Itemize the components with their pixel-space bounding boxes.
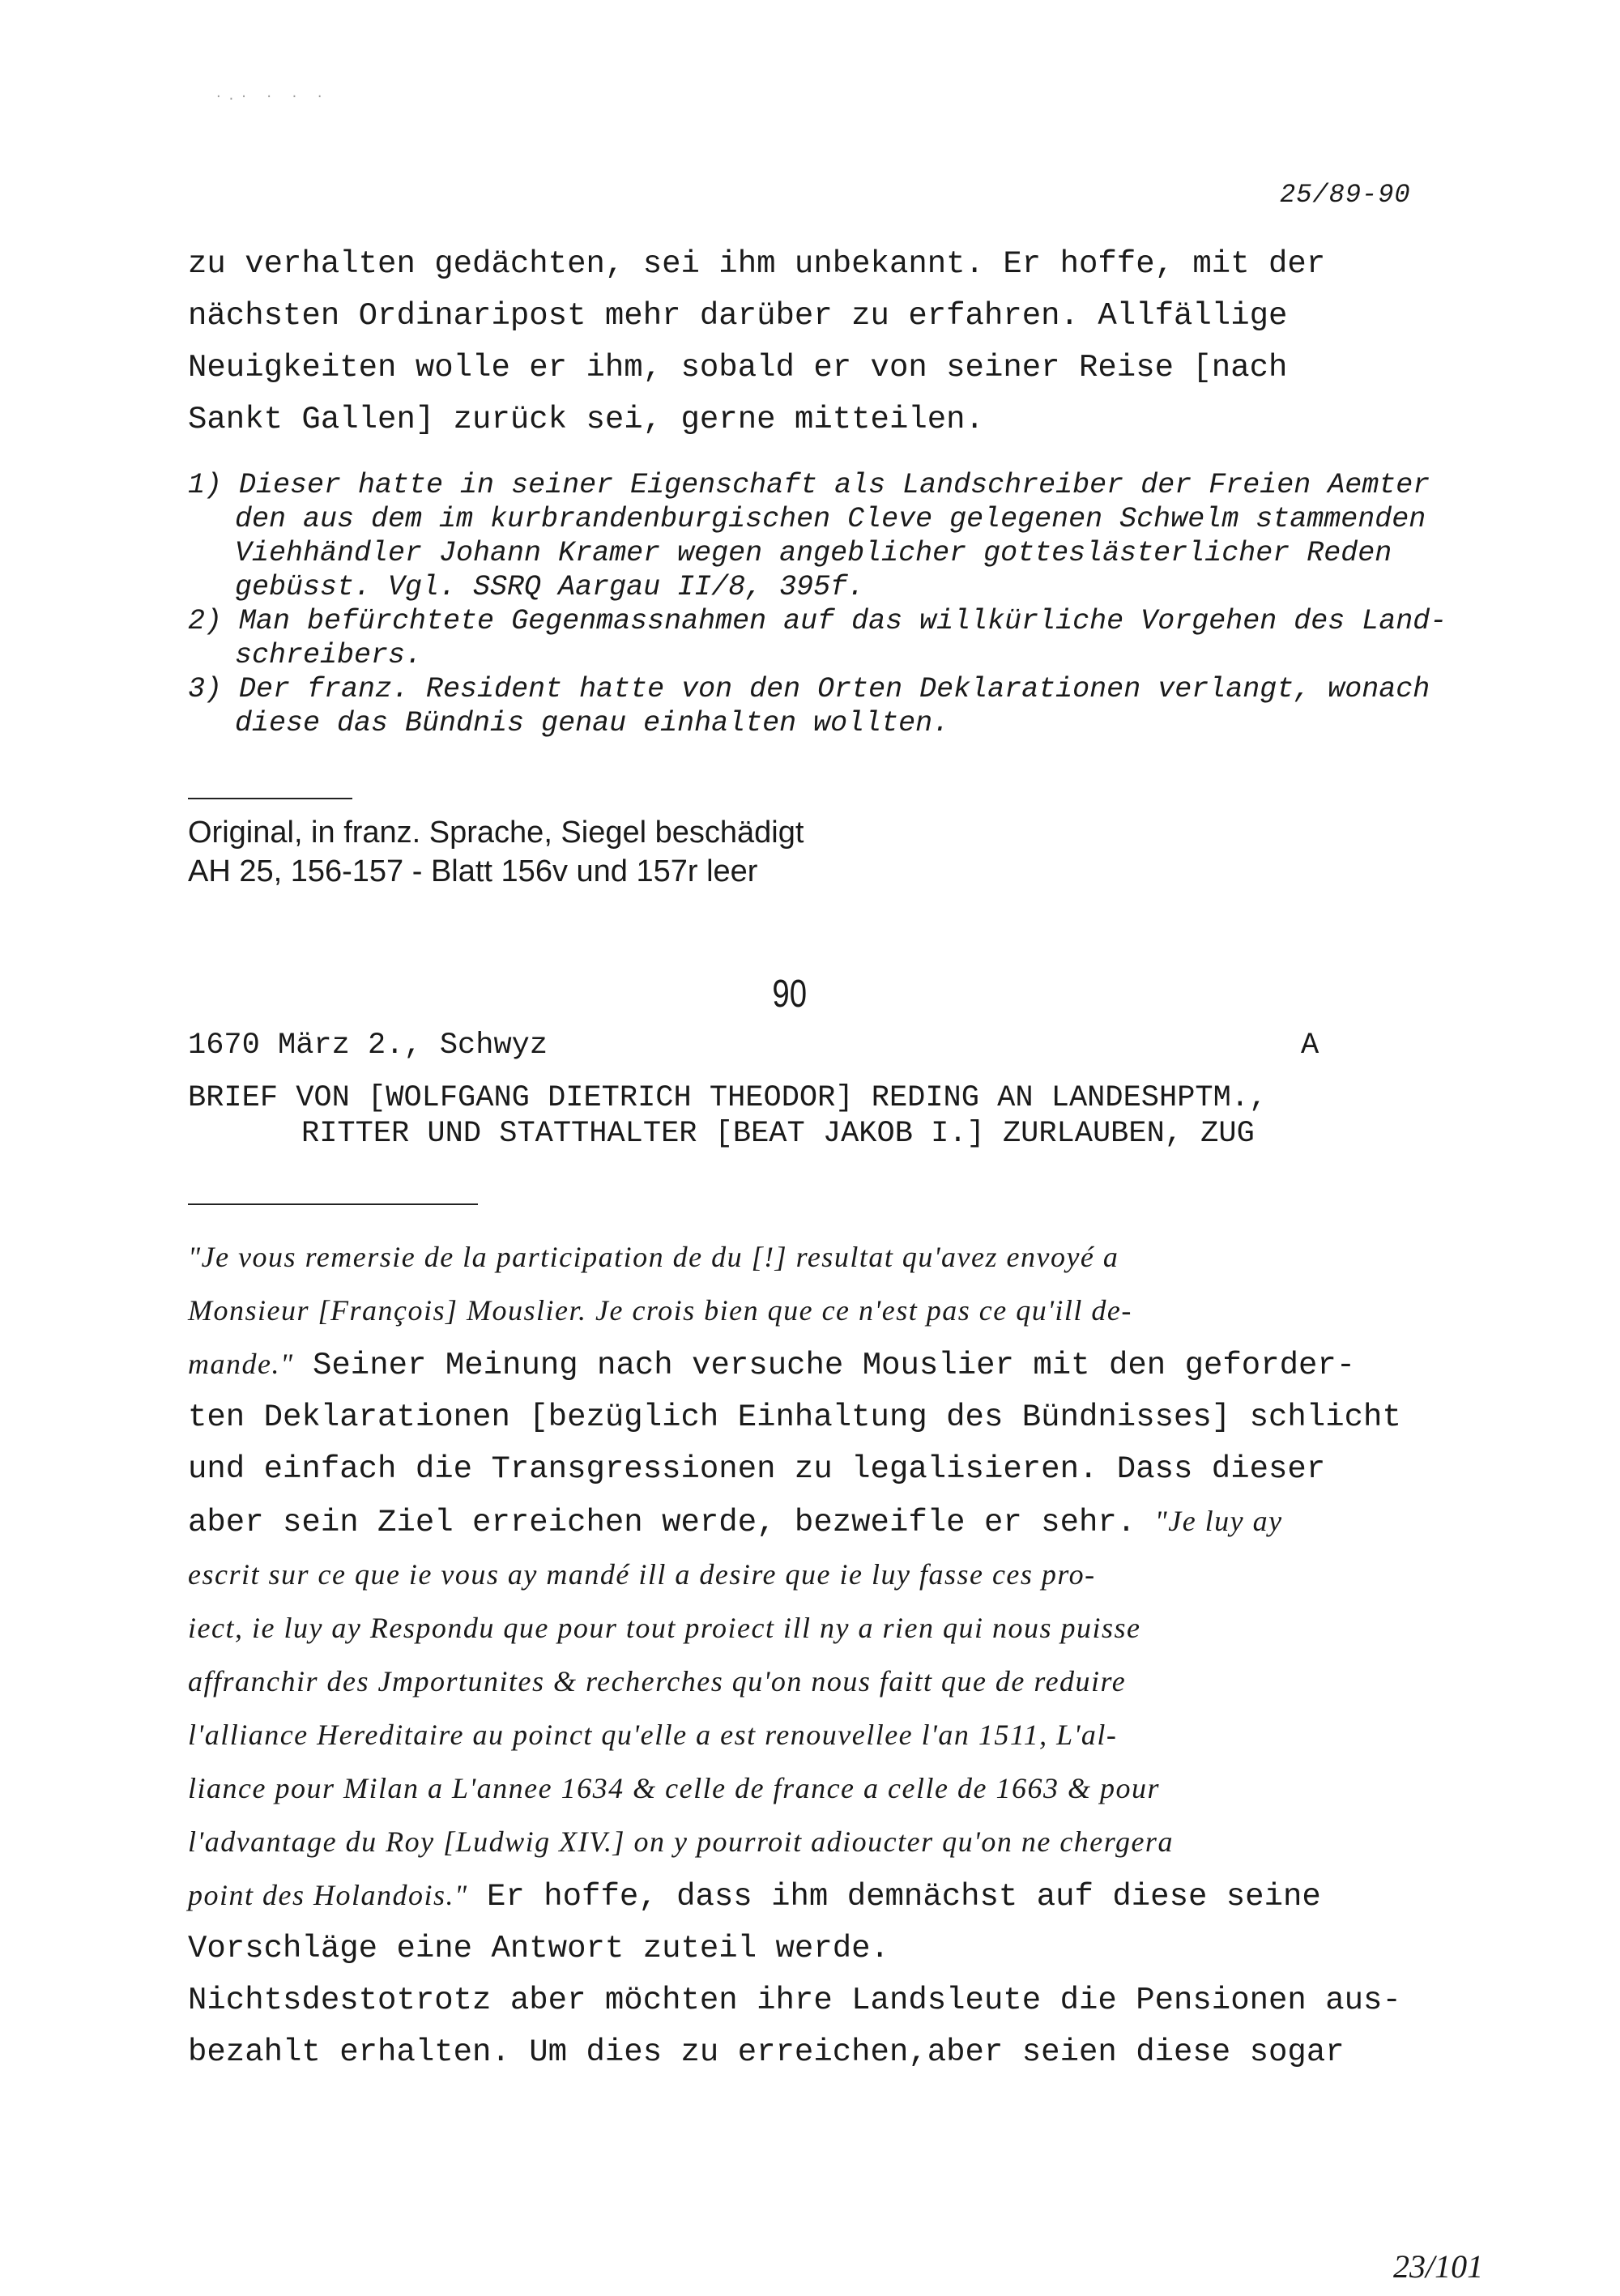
quoted-text: liance pour Milan a L'annee 1634 & celle de france a celle de 1663 & pour [188,1772,1160,1804]
date-place: 1670 März 2., Schwyz [188,1029,548,1063]
quoted-text: l'advantage du Roy [Ludwig XIV.] on y pourroit adioucter qu'on ne chergera [188,1825,1174,1858]
divider [188,798,352,799]
footnotes [188,468,1447,740]
quoted-text: affranchir des Jmportunites & recherches qu'on nous faitt que de reduire [188,1665,1127,1698]
quoted-text: Monsieur [François] Mouslier. Je crois bien que ce n'est pas ce qu'ill de- [188,1294,1132,1327]
summary-text: Nichtsdestotrotz aber möchten ihre Landsleute die Pensionen aus- [188,1983,1401,2018]
title-line-1: BRIEF VON [WOLFGANG DIETRICH THEODOR] REDING AN LANDESHPTM., [188,1081,1268,1115]
footnote-1-cont: gebüsst. Vgl. SSRQ Aargau II/8, 395f. [235,571,865,603]
page-reference: 25/89-90 [1280,180,1411,210]
footnote-3-cont: diese das Bündnis genau einhalten wollten. [235,707,950,739]
text-line: zu verhalten gedächten, sei ihm unbekannt. Er hoffe, mit der [188,246,1326,282]
quoted-text: "Je vous remersie de la participation de du [!] resultat qu'avez envoyé a [188,1241,1119,1273]
body-line [188,1816,1401,1869]
body-line [188,2026,1401,2078]
body-line [188,1284,1401,1338]
text-line: nächsten Ordinaripost mehr darüber zu erfahren. Allfällige [188,298,1288,334]
document-number: 90 [772,973,808,1016]
source-line-1: Original, in franz. Sprache, Siegel beschädigt [188,816,804,850]
text-line: Neuigkeiten wolle er ihm, sobald er von seiner Reise [nach [188,350,1288,386]
summary-text: bezahlt erhalten. Um dies zu erreichen,aber seien diese sogar [188,2034,1345,2070]
summary-text: und einfach die Transgressionen zu legalisieren. Dass dieser [188,1451,1326,1487]
page-number: 23/101 [1393,2248,1484,2285]
scan-speck: ·.· · · · [215,89,329,104]
quoted-text: l'alliance Hereditaire au poinct qu'elle a est renouvellee l'an 1511, L'al- [188,1719,1118,1751]
summary-text: ten Deklarationen [bezüglich Einhaltung des Bündnisses] schlicht [188,1399,1401,1435]
body-line [188,1443,1401,1495]
footnote-3: 3) Der franz. Resident hatte von den Orten Deklarationen verlangt, wonach [188,673,1430,705]
footnote-2: 2) Man befürchtete Gegenmassnahmen auf das willkürliche Vorgehen des Land- [188,605,1447,637]
body-line [188,1495,1401,1548]
summary-text: Er hoffe, dass ihm demnächst auf diese seine [467,1879,1321,1915]
body-line [188,1974,1401,2026]
source-note [188,813,804,891]
footnote-2-cont: schreibers. [235,639,423,671]
quoted-text: iect, ie luy ay Respondu que pour tout proiect ill ny a rien qui nous puisse [188,1612,1141,1644]
intro-paragraph [188,238,1325,445]
archive-mark: A [1301,1029,1319,1063]
body-line [188,1338,1401,1391]
source-line-2: AH 25, 156-157 - Blatt 156v und 157r leer [188,854,758,888]
quoted-text: point des Holandois." [188,1879,468,1911]
quoted-text: mande." [188,1348,294,1380]
quoted-text: escrit sur ce que ie vous ay mandé ill a desire que ie luy fasse ces pro- [188,1558,1096,1591]
body-line [188,1655,1401,1709]
footnote-1-cont: Viehhändler Johann Kramer wegen angeblicher gotteslästerlicher Reden [235,537,1392,569]
body-line [188,1923,1401,1974]
body-line [188,1709,1401,1762]
summary-text: Seiner Meinung nach versuche Mouslier mit den geforder- [293,1348,1356,1383]
body-line [188,1602,1401,1655]
body-line [188,1548,1401,1602]
text-line: Sankt Gallen] zurück sei, gerne mitteilen. [188,402,984,437]
letter-body [188,1231,1401,2078]
title-line-2: RITTER UND STATTHALTER [BEAT JAKOB I.] ZURLAUBEN, ZUG [301,1117,1255,1151]
body-line [188,1869,1401,1923]
body-line [188,1231,1401,1284]
document-title [188,1080,1267,1152]
summary-text: Vorschläge eine Antwort zuteil werde. [188,1931,889,1966]
body-line [188,1762,1401,1816]
quoted-text: "Je luy ay [1154,1505,1283,1537]
footnote-1-cont: den aus dem im kurbrandenburgischen Cleve gelegenen Schwelm stammenden [235,503,1426,535]
divider [188,1203,478,1205]
body-line [188,1391,1401,1443]
footnote-1: 1) Dieser hatte in seiner Eigenschaft als Landschreiber der Freien Aemter [188,469,1430,501]
summary-text: aber sein Ziel erreichen werde, bezweifle er sehr. [188,1505,1155,1540]
